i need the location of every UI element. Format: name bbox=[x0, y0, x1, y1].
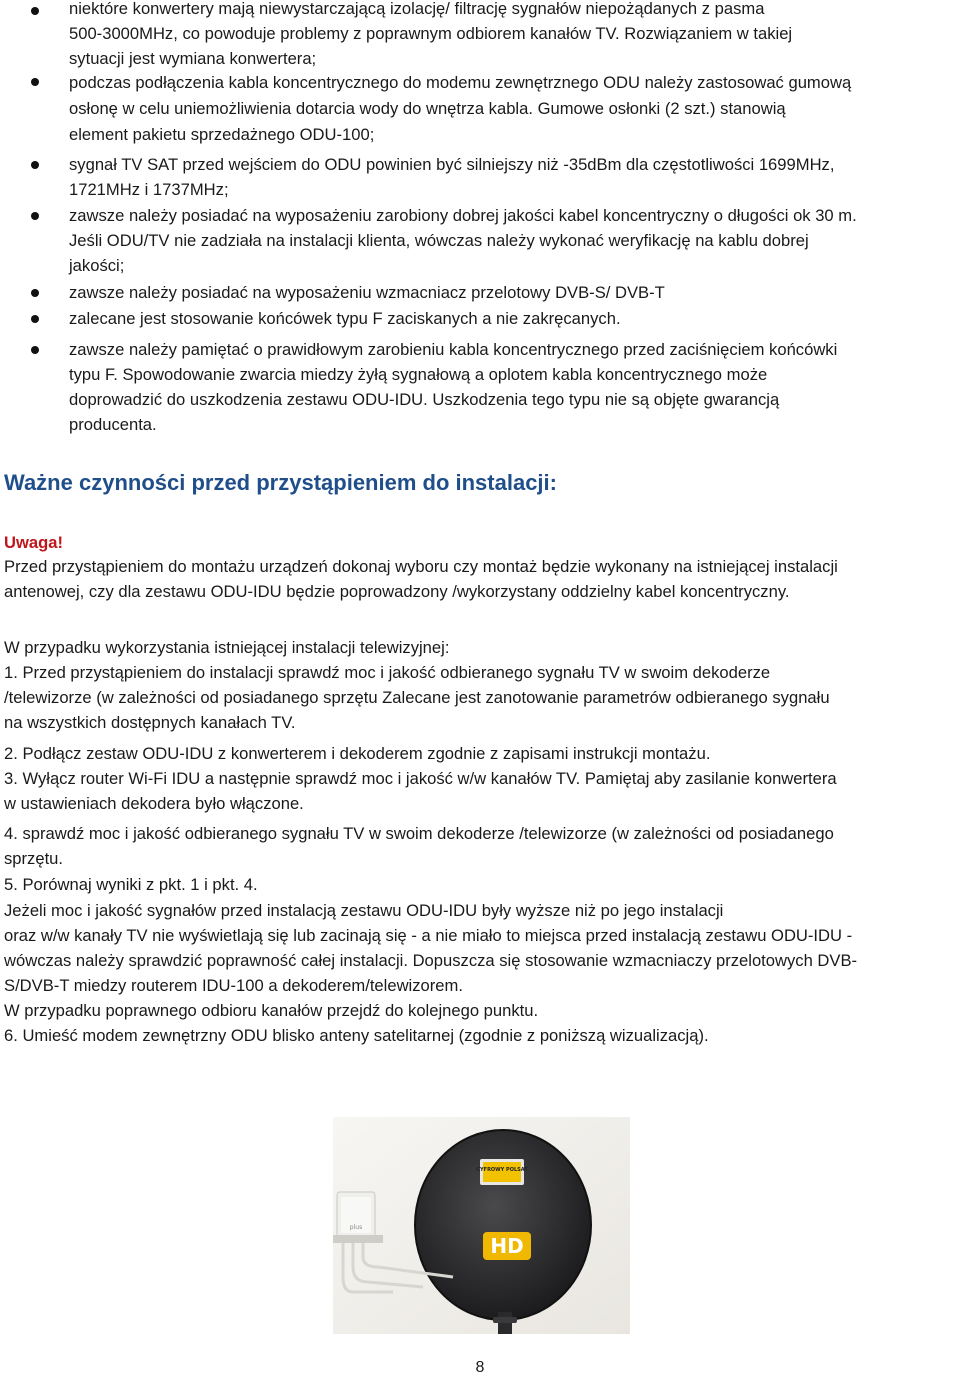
paragraph-line: 4. sprawdź moc i jakość odbieranego sygnału TV w swoim dekoderze /telewizorze (w zależności od posiadanego bbox=[4, 824, 834, 843]
bullet-text-line: sygnał TV SAT przed wejściem do ODU powinien być silniejszy niż -35dBm dla częstotliwości 1699MHz, bbox=[69, 155, 835, 174]
bullet-text-line: element pakietu sprzedażnego ODU-100; bbox=[69, 125, 375, 144]
bullet-text-line: niektóre konwertery mają niewystarczającą izolację/ filtrację sygnałów niepożądanych z pasma bbox=[69, 0, 765, 18]
paragraph-line: Przed przystąpieniem do montażu urządzeń dokonaj wyboru czy montaż będzie wykonany na istniejącej instalacji bbox=[4, 557, 838, 576]
paragraph-line: 6. Umieść modem zewnętrzny ODU blisko anteny satelitarnej (zgodnie z poniższą wizualizacją). bbox=[4, 1026, 709, 1045]
bullet-marker bbox=[31, 161, 39, 169]
bullet-marker bbox=[31, 315, 39, 323]
bullet-text-line: osłonę w celu uniemożliwienia dotarcia wody do wnętrza kabla. Gumowe osłonki (2 szt.) stanowią bbox=[69, 99, 786, 118]
bullet-marker bbox=[31, 289, 39, 297]
bullet-text-line: 1721MHz i 1737MHz; bbox=[69, 180, 229, 199]
paragraph-line: 1. Przed przystąpieniem do instalacji sprawdź moc i jakość odbieranego sygnału TV w swoim dekoderze bbox=[4, 663, 771, 682]
bullet-text-line: zawsze należy pamiętać o prawidłowym zarobieniu kabla koncentrycznego przed zaciśnięciem końcówki bbox=[69, 340, 838, 359]
paragraph-line: S/DVB-T miedzy routerem IDU-100 a dekoderem/telewizorem. bbox=[4, 976, 463, 995]
paragraph-line: antenowej, czy dla zestawu ODU-IDU będzie poprowadzony /wykorzystany oddzielny kabel koncentryczny. bbox=[4, 582, 790, 601]
bullet-text-line: podczas podłączenia kabla koncentrycznego do modemu zewnętrznego ODU należy zastosować gumową bbox=[69, 73, 852, 92]
bullet-text-line: doprowadzić do uszkodzenia zestawu ODU-IDU. Uszkodzenia tego typu nie są objęte gwarancją bbox=[69, 390, 780, 409]
bullet-text-line: zawsze należy posiadać na wyposażeniu wzmacniacz przelotowy DVB-S/ DVB-T bbox=[69, 283, 665, 302]
paragraph-line: wówczas należy sprawdzić poprawność całej instalacji. Dopuszcza się stosowanie wzmacniaczy przelotowych DVB- bbox=[4, 951, 858, 970]
paragraph-line: 5. Porównaj wyniki z pkt. 1 i pkt. 4. bbox=[4, 875, 258, 894]
bullet-text-line: sytuacji jest wymiana konwertera; bbox=[69, 49, 317, 68]
paragraph-line: 3. Wyłącz router Wi-Fi IDU a następnie sprawdź moc i jakość w/w kanałów TV. Pamiętaj aby zasilanie konwertera bbox=[4, 769, 837, 788]
paragraph-line: na wszystkich dostępnych kanałach TV. bbox=[4, 713, 296, 732]
paragraph-line: w ustawieniach dekodera było włączone. bbox=[4, 794, 304, 813]
dish-and-modem-illustration bbox=[333, 1117, 630, 1334]
bullet-text-line: Jeśli ODU/TV nie zadziała na instalacji klienta, wówczas należy wykonać weryfikację na kablu dobrej bbox=[69, 231, 809, 250]
bullet-text-line: 500-3000MHz, co powoduje problemy z poprawnym odbiorem kanałów TV. Rozwiązaniem w takiej bbox=[69, 24, 793, 43]
bullet-text-line: typu F. Spowodowanie zwarcia miedzy żyłą sygnałową a oplotem kabla koncentrycznego może bbox=[69, 365, 768, 384]
paragraph-line: /telewizorze (w zależności od posiadanego sprzętu Zalecane jest zanotowanie parametrów odbieranego sygnału bbox=[4, 688, 830, 707]
bullet-marker bbox=[31, 7, 39, 15]
brand-logo-text: CYFROWY POLSAT bbox=[476, 1167, 528, 1173]
paragraph-line: W przypadku poprawnego odbioru kanałów przejdź do kolejnego punktu. bbox=[4, 1001, 539, 1020]
warning-label: Uwaga! bbox=[4, 533, 64, 552]
page-number: 8 bbox=[475, 1359, 485, 1376]
bullet-text-line: producenta. bbox=[69, 415, 157, 434]
section-heading: Ważne czynności przed przystąpieniem do instalacji: bbox=[4, 470, 557, 495]
satellite-dish-photo bbox=[333, 1117, 630, 1334]
bullet-marker bbox=[31, 346, 39, 354]
bullet-text-line: jakości; bbox=[69, 256, 125, 275]
paragraph-line: sprzętu. bbox=[4, 849, 64, 868]
paragraph-line: 2. Podłącz zestaw ODU-IDU z konwerterem i dekoderem zgodnie z zapisami instrukcji montażu. bbox=[4, 744, 711, 763]
bullet-text-line: zawsze należy posiadać na wyposażeniu zarobiony dobrej jakości kabel koncentryczny o długości ok 30 m. bbox=[69, 206, 857, 225]
bullet-text-line: zalecane jest stosowanie końcówek typu F zaciskanych a nie zakręcanych. bbox=[69, 309, 621, 328]
paragraph-line: W przypadku wykorzystania istniejącej instalacji telewizyjnej: bbox=[4, 638, 450, 657]
paragraph-line: Jeżeli moc i jakość sygnałów przed instalacją zestawu ODU-IDU były wyższe niż po jego instalacji bbox=[4, 901, 724, 920]
hd-badge-text: HD bbox=[490, 1234, 524, 1258]
paragraph-line: oraz w/w kanały TV nie wyświetlają się lub zacinają się - a nie miało to miejsca przed instalacją zestawu ODU-IDU - bbox=[4, 926, 853, 945]
bullet-marker bbox=[31, 78, 39, 86]
bullet-marker bbox=[31, 212, 39, 220]
modem-label: plus bbox=[349, 1224, 363, 1231]
